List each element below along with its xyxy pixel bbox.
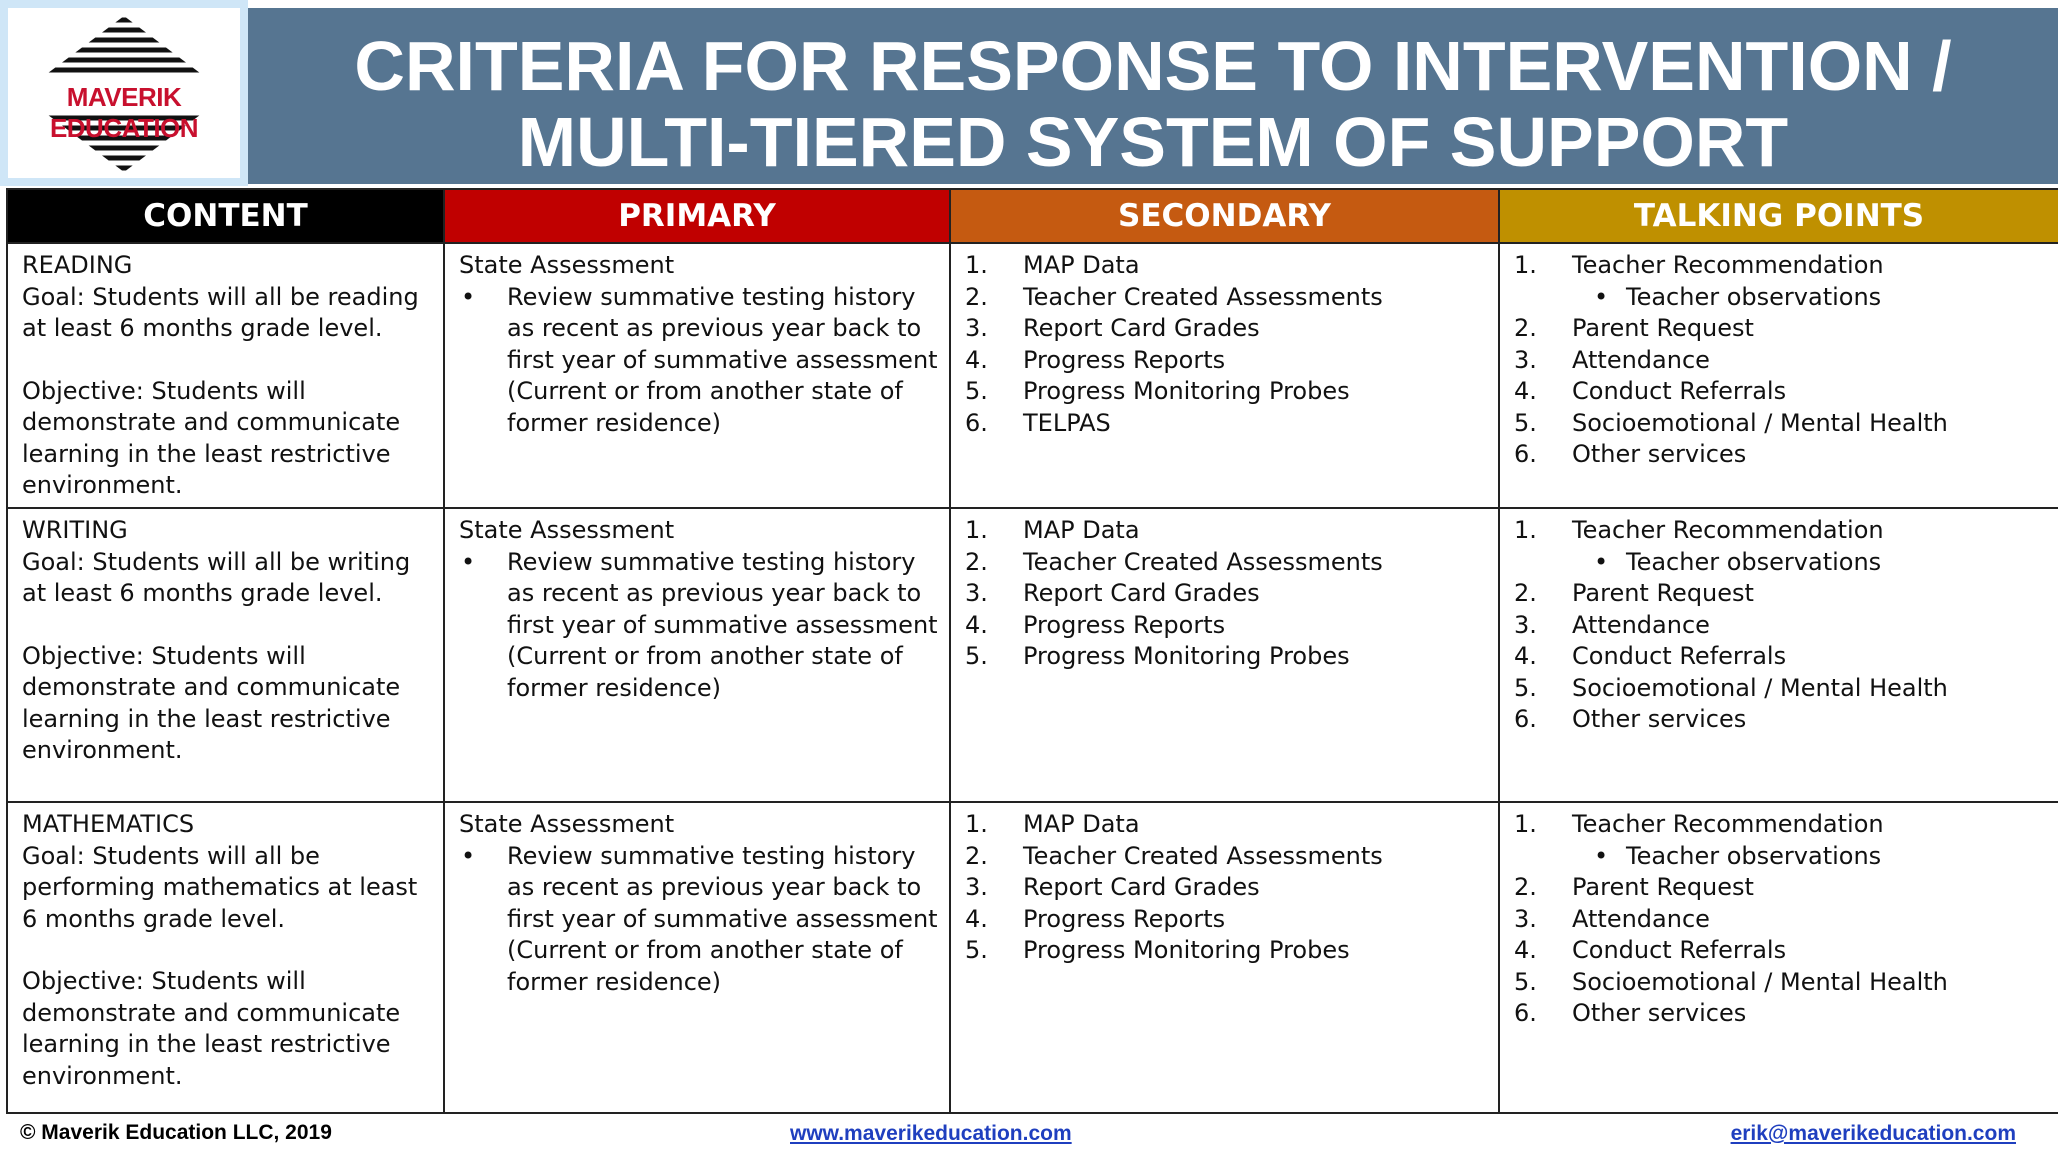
- list-item: 1. MAP Data: [965, 251, 1140, 279]
- content-cell: [7, 243, 444, 508]
- objective-text: Objective: Students will demonstrate and communicate learning in the least restrictive environment.: [22, 376, 401, 499]
- list-item: 5. Progress Monitoring Probes: [965, 377, 1350, 405]
- secondary-cell: [950, 802, 1499, 1113]
- content-cell: [7, 802, 444, 1113]
- sub-list-item: • Teacher observations: [1594, 282, 1882, 311]
- list-item: 6. TELPAS: [965, 408, 1111, 437]
- list-item: 5. Progress Monitoring Probes: [965, 936, 1350, 964]
- list-item: 6. Other services: [1514, 440, 1747, 468]
- subject-label: WRITING: [22, 516, 128, 544]
- secondary-cell: [950, 243, 1499, 508]
- footer: [6, 1112, 2052, 1160]
- list-item: 4. Conduct Referrals: [1514, 642, 1787, 670]
- list-item: 1. Teacher Recommendation: [1514, 516, 1884, 544]
- primary-cell: [444, 802, 950, 1113]
- list-item: 3. Attendance: [1514, 345, 1710, 374]
- logo: [0, 0, 248, 186]
- talking-points-cell: [1499, 802, 2058, 1113]
- primary-heading: State Assessment: [459, 810, 675, 838]
- list-item: 2. Teacher Created Assessments: [965, 841, 1383, 870]
- list-item: 1. Teacher Recommendation: [1514, 810, 1884, 838]
- criteria-table: [6, 188, 2058, 1114]
- objective-text: Objective: Students will demonstrate and communicate learning in the least restrictive environment.: [22, 967, 401, 1090]
- primary-heading: State Assessment: [459, 251, 675, 279]
- list-item: 2. Parent Request: [1514, 579, 1754, 607]
- list-item: 2. Teacher Created Assessments: [965, 282, 1383, 311]
- list-item: 6. Other services: [1514, 999, 1747, 1027]
- column-header-secondary: SECONDARY: [950, 189, 1499, 243]
- list-item: 3. Report Card Grades: [965, 873, 1260, 901]
- list-item: 2. Teacher Created Assessments: [965, 547, 1383, 576]
- page-title-line-1: CRITERIA FOR RESPONSE TO INTERVENTION /: [354, 27, 1952, 105]
- talking-points-cell: [1499, 243, 2058, 508]
- secondary-cell: [950, 508, 1499, 802]
- list-item: 1. MAP Data: [965, 810, 1140, 838]
- goal-text: Goal: Students will all be writing at least 6 months grade level.: [22, 547, 411, 607]
- column-header-primary: PRIMARY: [444, 189, 950, 243]
- table-row-mathematics: [7, 802, 2058, 1113]
- subject-label: MATHEMATICS: [22, 810, 195, 838]
- list-item: 4. Conduct Referrals: [1514, 936, 1787, 964]
- table-row-reading: [7, 243, 2058, 508]
- table-header-row: [7, 189, 2058, 243]
- column-header-content: CONTENT: [7, 189, 444, 243]
- list-item: 2. Parent Request: [1514, 314, 1754, 342]
- list-item: 6. Other services: [1514, 705, 1747, 733]
- talking-points-cell: [1499, 508, 2058, 802]
- list-item: 1. Teacher Recommendation: [1514, 251, 1884, 279]
- primary-bullet: • Review summative testing history as recent as previous year back to first year of summative assessment (Current or from another state of former residence): [459, 282, 941, 440]
- primary-heading: State Assessment: [459, 516, 675, 544]
- list-item: 4. Progress Reports: [965, 345, 1226, 374]
- list-item: 5. Socioemotional / Mental Health: [1514, 967, 1948, 996]
- list-item: 4. Progress Reports: [965, 904, 1226, 933]
- list-item: 3. Report Card Grades: [965, 314, 1260, 342]
- website-link[interactable]: www.maverikeducation.com: [790, 1122, 1072, 1145]
- column-header-talking-points: TALKING POINTS: [1499, 189, 2058, 243]
- logo-text: MAVERIK EDUCATION: [49, 82, 199, 143]
- primary-bullet: • Review summative testing history as recent as previous year back to first year of summative assessment (Current or from another state of former residence): [459, 547, 941, 705]
- list-item: 4. Conduct Referrals: [1514, 377, 1787, 405]
- list-item: 3. Attendance: [1514, 904, 1710, 933]
- title-banner: [248, 8, 2058, 184]
- list-item: 1. MAP Data: [965, 516, 1140, 544]
- copyright-text: © Maverik Education LLC, 2019: [20, 1121, 332, 1144]
- goal-text: Goal: Students will all be reading at least 6 months grade level.: [22, 282, 419, 342]
- list-item: 2. Parent Request: [1514, 873, 1754, 901]
- sub-list-item: • Teacher observations: [1594, 841, 1882, 870]
- goal-text: Goal: Students will all be performing mathematics at least 6 months grade level.: [22, 841, 418, 933]
- primary-cell: [444, 508, 950, 802]
- list-item: 3. Report Card Grades: [965, 579, 1260, 607]
- page-title-line-2: MULTI-TIERED SYSTEM OF SUPPORT: [517, 103, 1789, 181]
- subject-label: READING: [22, 251, 133, 279]
- objective-text: Objective: Students will demonstrate and communicate learning in the least restrictive environment.: [22, 641, 401, 764]
- list-item: 4. Progress Reports: [965, 610, 1226, 639]
- list-item: 5. Socioemotional / Mental Health: [1514, 673, 1948, 702]
- list-item: 5. Progress Monitoring Probes: [965, 642, 1350, 670]
- list-item: 3. Attendance: [1514, 610, 1710, 639]
- content-cell: [7, 508, 444, 802]
- primary-bullet: • Review summative testing history as recent as previous year back to first year of summative assessment (Current or from another state of former residence): [459, 841, 941, 999]
- sub-list-item: • Teacher observations: [1594, 547, 1882, 576]
- table-row-writing: [7, 508, 2058, 802]
- list-item: 5. Socioemotional / Mental Health: [1514, 408, 1948, 437]
- primary-cell: [444, 243, 950, 508]
- email-link[interactable]: erik@maverikeducation.com: [1730, 1122, 2016, 1145]
